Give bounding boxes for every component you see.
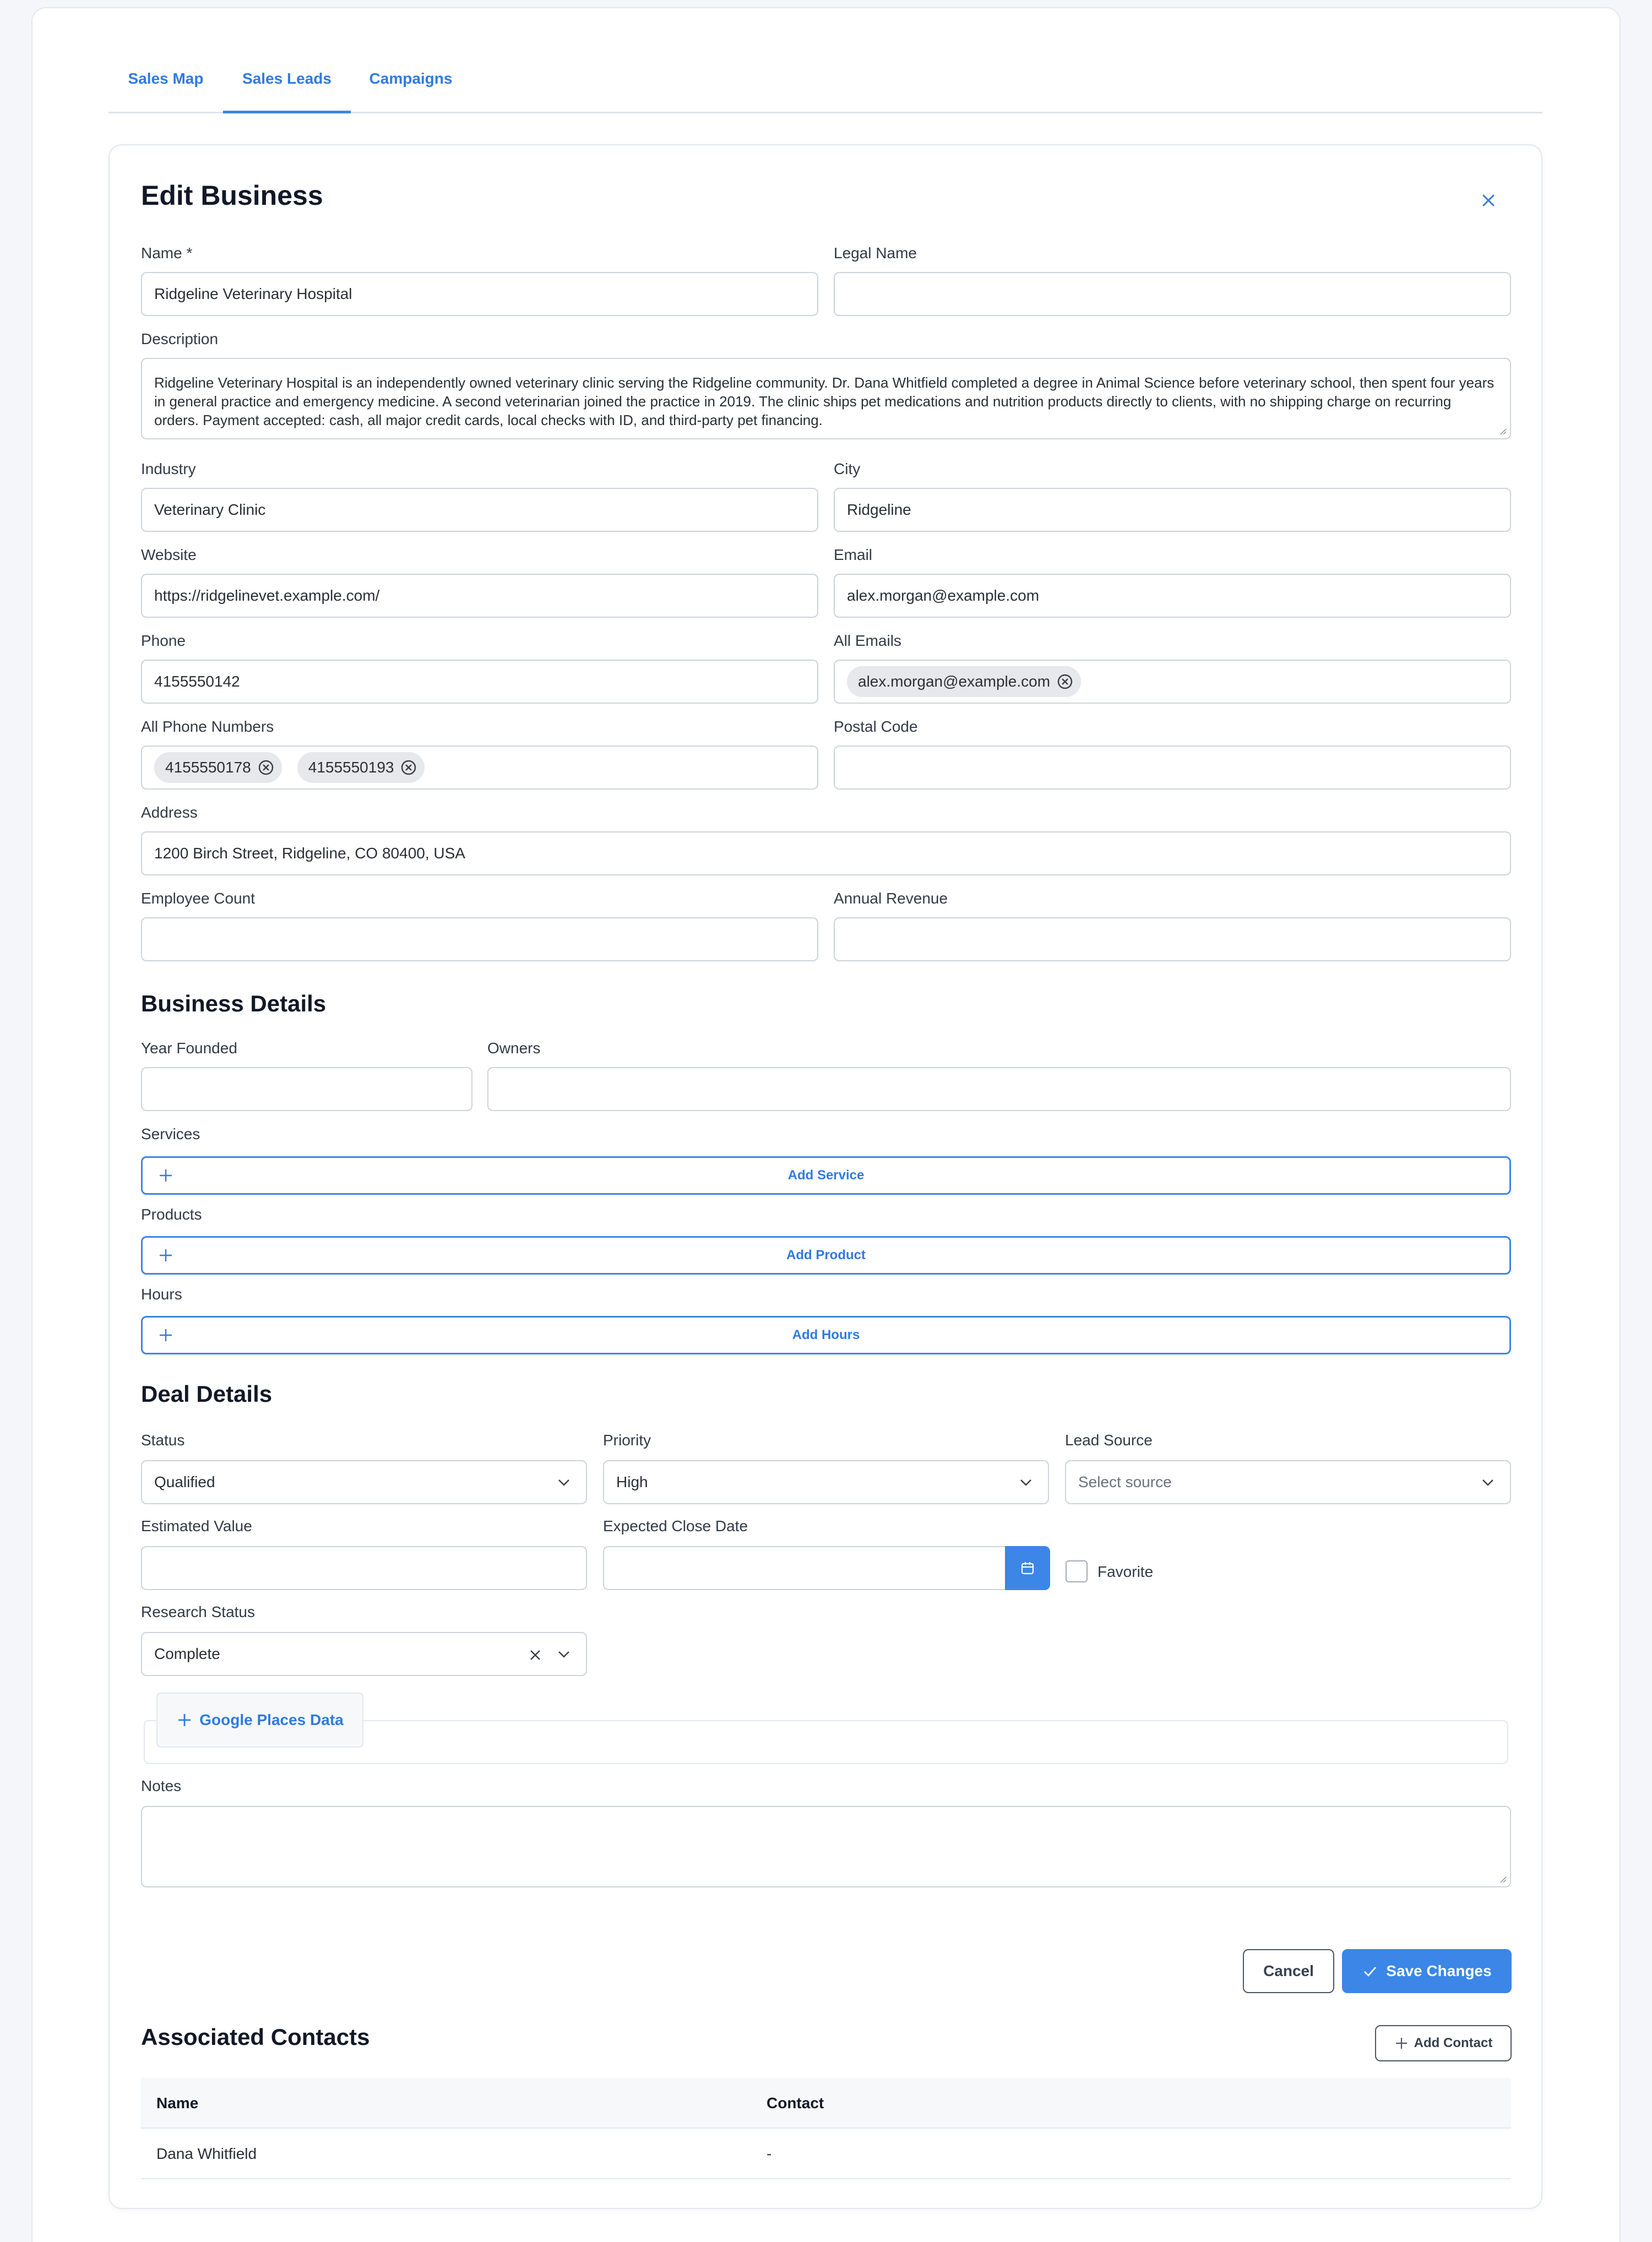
phone-chip: [297, 752, 425, 783]
google-places-label: Google Places Data: [199, 1711, 344, 1728]
add-service-label: Add Service: [787, 1168, 865, 1183]
email-chip: [847, 666, 1081, 697]
services-label: Services: [141, 1125, 200, 1142]
add-product-label: Add Product: [786, 1248, 866, 1263]
name-label: Name *: [141, 244, 193, 262]
add-contact-button[interactable]: [1375, 2025, 1512, 2061]
industry-input[interactable]: Veterinary Clinic: [141, 488, 818, 532]
description-label: Description: [141, 330, 219, 347]
resize-handle-icon[interactable]: [1498, 426, 1507, 435]
chip-remove-icon[interactable]: [258, 759, 274, 776]
year-founded-label: Year Founded: [141, 1040, 237, 1057]
page-title: Edit Business: [141, 180, 323, 211]
google-places-toggle[interactable]: [156, 1693, 363, 1748]
city-input[interactable]: Ridgeline: [834, 488, 1511, 532]
resize-handle-icon[interactable]: [1498, 1874, 1507, 1883]
tab-campaigns[interactable]: Campaigns: [369, 70, 453, 87]
employee-count-input[interactable]: [141, 917, 818, 961]
table-row[interactable]: [141, 2129, 1511, 2179]
research-status-label: Research Status: [141, 1603, 255, 1620]
phone-input[interactable]: 4155550142: [141, 660, 818, 704]
all-phones-input[interactable]: [141, 745, 818, 790]
business-details-heading: Business Details: [141, 991, 327, 1016]
all-emails-label: All Emails: [834, 632, 901, 649]
phone-chip-label: 4155550193: [308, 759, 394, 776]
description-textarea[interactable]: [141, 358, 1511, 439]
expected-close-date-input[interactable]: [603, 1546, 1006, 1590]
priority-value: High: [616, 1473, 648, 1490]
chevron-down-icon: [556, 1474, 572, 1490]
deal-details-heading: Deal Details: [141, 1381, 273, 1407]
clear-icon[interactable]: [528, 1647, 543, 1663]
edit-business-card: [108, 144, 1542, 2209]
chevron-down-icon: [1480, 1474, 1496, 1490]
city-label: City: [834, 460, 861, 477]
calendar-icon: [1020, 1560, 1035, 1576]
plus-icon: [158, 1168, 173, 1183]
employee-count-label: Employee Count: [141, 890, 256, 907]
check-icon: [1362, 1963, 1378, 1979]
notes-textarea[interactable]: [141, 1806, 1511, 1887]
research-status-value: Complete: [154, 1645, 220, 1662]
add-hours-label: Add Hours: [792, 1327, 860, 1342]
favorite-label: Favorite: [1097, 1563, 1154, 1580]
column-header-contact: Contact: [767, 2094, 824, 2112]
plus-icon: [158, 1327, 173, 1343]
email-label: Email: [834, 546, 873, 563]
favorite-checkbox[interactable]: [1066, 1560, 1088, 1582]
phone-chip: [154, 752, 282, 783]
email-chip-label: alex.morgan@example.com: [858, 673, 1051, 690]
save-changes-button[interactable]: [1342, 1949, 1512, 1993]
all-phones-label: All Phone Numbers: [141, 718, 274, 735]
status-select[interactable]: [141, 1460, 587, 1504]
chip-remove-icon[interactable]: [1057, 673, 1073, 690]
plus-icon: [176, 1712, 193, 1728]
hours-label: Hours: [141, 1286, 182, 1303]
research-status-select[interactable]: [141, 1632, 587, 1676]
address-label: Address: [141, 804, 198, 821]
tab-bar: [108, 57, 1542, 113]
owners-input[interactable]: [487, 1067, 1511, 1111]
column-header-name: Name: [156, 2094, 199, 2112]
chevron-down-icon: [1018, 1474, 1034, 1490]
cancel-button[interactable]: Cancel: [1243, 1949, 1334, 1993]
priority-select[interactable]: [603, 1460, 1049, 1504]
priority-label: Priority: [603, 1432, 651, 1449]
owners-label: Owners: [487, 1040, 541, 1057]
description-text: Ridgeline Veterinary Hospital is an independently owned veterinary clinic serving the Ridgeline community. Dr. Dana Whitfield completed a degree in Animal Science before veterinary school, then spent four years in general practice and emergency medicine. A second veterinarian joined the practice in 2019. The clinic ships pet medications and nutrition products directly to clients, with no shipping charge on recurring orders. Payment accepted: cash, all major credit cards, local checks with ID, and third-party pet financing.: [154, 374, 1495, 428]
tab-sales-leads[interactable]: Sales Leads: [223, 57, 351, 113]
phone-chip-label: 4155550178: [165, 759, 251, 776]
email-input[interactable]: alex.morgan@example.com: [834, 574, 1511, 618]
plus-icon: [158, 1248, 173, 1263]
estimated-value-label: Estimated Value: [141, 1517, 252, 1534]
products-label: Products: [141, 1206, 202, 1223]
tab-sales-map[interactable]: Sales Map: [128, 70, 204, 87]
annual-revenue-label: Annual Revenue: [834, 890, 948, 907]
close-icon[interactable]: [1479, 191, 1498, 210]
address-input[interactable]: 1200 Birch Street, Ridgeline, CO 80400, USA: [141, 831, 1511, 875]
notes-label: Notes: [141, 1777, 182, 1794]
add-contact-label: Add Contact: [1414, 2036, 1493, 2050]
status-label: Status: [141, 1432, 185, 1449]
name-input[interactable]: Ridgeline Veterinary Hospital: [141, 272, 818, 316]
status-value: Qualified: [154, 1473, 215, 1490]
postal-code-input[interactable]: [834, 745, 1511, 790]
associated-contacts-heading: Associated Contacts: [141, 2024, 370, 2050]
plus-icon: [1394, 2036, 1409, 2050]
legal-name-label: Legal Name: [834, 244, 917, 262]
lead-source-placeholder: Select source: [1078, 1473, 1172, 1490]
industry-label: Industry: [141, 460, 196, 477]
annual-revenue-input[interactable]: [834, 917, 1511, 961]
website-label: Website: [141, 546, 197, 563]
contact-name-cell: Dana Whitfield: [156, 2145, 257, 2162]
expected-close-date-label: Expected Close Date: [603, 1517, 748, 1534]
chevron-down-icon: [556, 1646, 572, 1662]
contact-contact-cell: -: [767, 2145, 772, 2162]
website-input[interactable]: https://ridgelinevet.example.com/: [141, 574, 818, 618]
add-product-button[interactable]: [141, 1236, 1511, 1275]
calendar-button[interactable]: [1005, 1546, 1050, 1590]
contacts-table-header: [141, 2078, 1511, 2129]
postal-code-label: Postal Code: [834, 718, 918, 735]
save-changes-label: Save Changes: [1386, 1962, 1492, 1979]
all-emails-input[interactable]: [834, 660, 1511, 704]
legal-name-input[interactable]: [834, 272, 1511, 316]
chip-remove-icon[interactable]: [400, 759, 417, 776]
phone-label: Phone: [141, 632, 186, 649]
add-hours-button[interactable]: [141, 1316, 1511, 1354]
estimated-value-input[interactable]: [141, 1546, 587, 1590]
lead-source-select[interactable]: [1065, 1460, 1511, 1504]
lead-source-label: Lead Source: [1065, 1432, 1153, 1449]
year-founded-input[interactable]: [141, 1067, 472, 1111]
add-service-button[interactable]: [141, 1156, 1511, 1195]
